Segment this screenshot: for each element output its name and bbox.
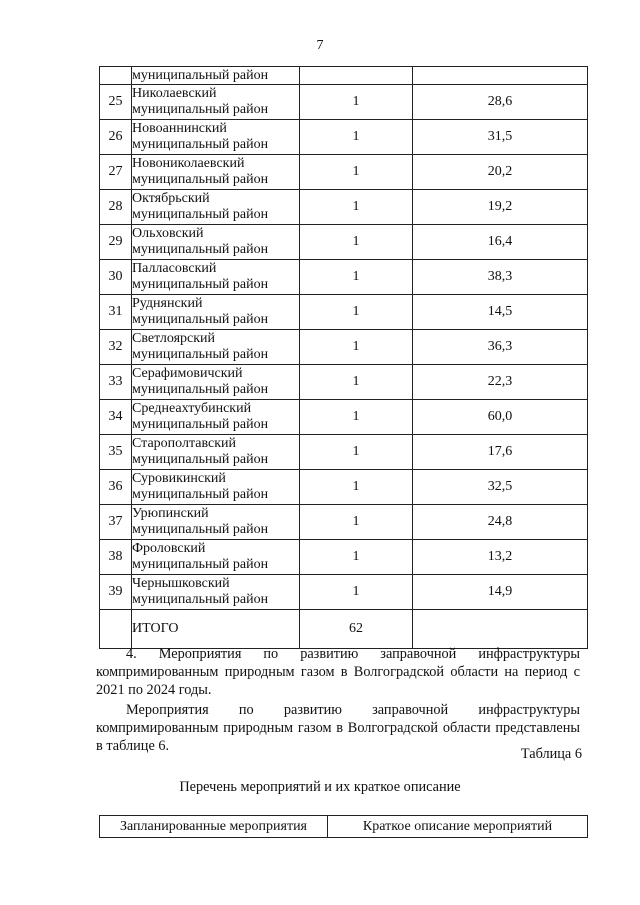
district-name: Суровикинский <box>132 471 226 486</box>
name-cell: муниципальный район <box>132 67 300 85</box>
value-cell: 13,2 <box>413 540 588 575</box>
district-type: муниципальный район <box>132 172 269 187</box>
name-cell <box>132 295 300 330</box>
value-cell <box>413 610 588 649</box>
num-cell: 28 <box>100 190 132 225</box>
district-type: муниципальный район <box>132 207 269 222</box>
table-row <box>100 260 588 295</box>
num-cell <box>100 610 132 649</box>
table-row <box>100 225 588 260</box>
district-name: Новониколаевский <box>132 156 245 171</box>
num-cell: 31 <box>100 295 132 330</box>
count-cell: 1 <box>300 400 413 435</box>
count-cell: 1 <box>300 365 413 400</box>
num-cell: 26 <box>100 120 132 155</box>
total-label: ИТОГО <box>132 610 300 649</box>
count-cell: 1 <box>300 330 413 365</box>
district-type: муниципальный район <box>132 522 269 537</box>
paragraph-table-reference: Мероприятия по развитию заправочной инфраструктуры компримированным природным газом в Волгоградской области представлены в таблице 6. <box>96 702 580 754</box>
table-row <box>100 330 588 365</box>
value-cell: 14,9 <box>413 575 588 610</box>
table-row <box>100 540 588 575</box>
value-cell: 16,4 <box>413 225 588 260</box>
district-type: муниципальный район <box>132 347 269 362</box>
count-cell: 1 <box>300 470 413 505</box>
name-cell <box>132 575 300 610</box>
district-type: муниципальный район <box>132 102 269 117</box>
value-cell: 17,6 <box>413 435 588 470</box>
count-cell: 1 <box>300 120 413 155</box>
value-cell: 24,8 <box>413 505 588 540</box>
count-cell: 1 <box>300 190 413 225</box>
district-name: Среднеахтубинский <box>132 401 252 416</box>
name-cell <box>132 260 300 295</box>
district-name: Урюпинский <box>132 506 209 521</box>
table-row <box>100 470 588 505</box>
table-row <box>100 365 588 400</box>
activity-description-header: Краткое описание мероприятий <box>328 816 588 838</box>
name-cell <box>132 400 300 435</box>
name-cell <box>132 190 300 225</box>
count-cell: 1 <box>300 295 413 330</box>
value-cell: 19,2 <box>413 190 588 225</box>
district-name: Чернышковский <box>132 576 230 591</box>
name-cell <box>132 225 300 260</box>
district-name: Палласовский <box>132 261 217 276</box>
count-cell: 1 <box>300 85 413 120</box>
district-type: муниципальный район <box>132 417 269 432</box>
districts-table <box>99 66 588 649</box>
count-cell: 1 <box>300 435 413 470</box>
name-cell <box>132 435 300 470</box>
district-name: Новоаннинский <box>132 121 227 136</box>
value-cell: 22,3 <box>413 365 588 400</box>
table-row <box>100 295 588 330</box>
num-cell: 38 <box>100 540 132 575</box>
district-type: муниципальный район <box>132 557 269 572</box>
table-row <box>100 85 588 120</box>
district-type: муниципальный район <box>132 277 269 292</box>
name-cell <box>132 330 300 365</box>
num-cell: 30 <box>100 260 132 295</box>
district-name: Серафимовичский <box>132 366 243 381</box>
name-cell <box>132 470 300 505</box>
num-cell: 32 <box>100 330 132 365</box>
num-cell: 33 <box>100 365 132 400</box>
district-name: Фроловский <box>132 541 206 556</box>
list-title: Перечень мероприятий и их краткое описание <box>179 779 461 795</box>
value-cell: 28,6 <box>413 85 588 120</box>
count-cell: 1 <box>300 505 413 540</box>
num-cell: 34 <box>100 400 132 435</box>
table-row <box>100 435 588 470</box>
name-cell <box>132 365 300 400</box>
num-cell: 25 <box>100 85 132 120</box>
count-cell <box>300 67 413 85</box>
table-row <box>100 190 588 225</box>
total-count: 62 <box>300 610 413 649</box>
count-cell: 1 <box>300 225 413 260</box>
district-type: муниципальный район <box>132 382 269 397</box>
district-name: Старополтавский <box>132 436 236 451</box>
table-row <box>100 400 588 435</box>
value-cell: 14,5 <box>413 295 588 330</box>
district-type: муниципальный район <box>132 487 269 502</box>
num-cell: 29 <box>100 225 132 260</box>
name-cell <box>132 85 300 120</box>
num-cell <box>100 67 132 85</box>
value-cell <box>413 67 588 85</box>
district-type: муниципальный район <box>132 592 269 607</box>
name-cell <box>132 120 300 155</box>
count-cell: 1 <box>300 575 413 610</box>
value-cell: 60,0 <box>413 400 588 435</box>
page-number: 7 <box>316 38 324 53</box>
district-type: муниципальный район <box>132 242 269 257</box>
table-6-label: Таблица 6 <box>520 746 582 762</box>
district-type: муниципальный район <box>132 312 269 327</box>
value-cell: 31,5 <box>413 120 588 155</box>
value-cell: 36,3 <box>413 330 588 365</box>
activities-table <box>99 815 588 838</box>
value-cell: 38,3 <box>413 260 588 295</box>
table-row <box>100 155 588 190</box>
name-cell <box>132 505 300 540</box>
district-name: Октябрьский <box>132 191 210 206</box>
district-name: Светлоярский <box>132 331 216 346</box>
district-name: Ольховский <box>132 226 204 241</box>
table-continuation-row <box>100 67 588 85</box>
count-cell: 1 <box>300 540 413 575</box>
num-cell: 27 <box>100 155 132 190</box>
district-type: муниципальный район <box>132 452 269 467</box>
name-cell <box>132 540 300 575</box>
value-cell: 32,5 <box>413 470 588 505</box>
planned-activities-header: Запланированные мероприятия <box>100 816 328 838</box>
table-row <box>100 505 588 540</box>
activities-header-row <box>100 816 588 838</box>
district-name: Руднянский <box>132 296 203 311</box>
district-name: Николаевский <box>132 86 217 101</box>
count-cell: 1 <box>300 155 413 190</box>
num-cell: 36 <box>100 470 132 505</box>
district-type: муниципальный район <box>132 137 269 152</box>
num-cell: 37 <box>100 505 132 540</box>
name-cell <box>132 155 300 190</box>
num-cell: 39 <box>100 575 132 610</box>
table-row <box>100 120 588 155</box>
paragraph-section-4: 4. Мероприятия по развитию заправочной инфраструктуры компримированным природным газом в Волгоградской области на период с 2021 по 2024 годы. <box>96 646 580 698</box>
total-row <box>100 610 588 649</box>
count-cell: 1 <box>300 260 413 295</box>
num-cell: 35 <box>100 435 132 470</box>
table-row <box>100 575 588 610</box>
value-cell: 20,2 <box>413 155 588 190</box>
